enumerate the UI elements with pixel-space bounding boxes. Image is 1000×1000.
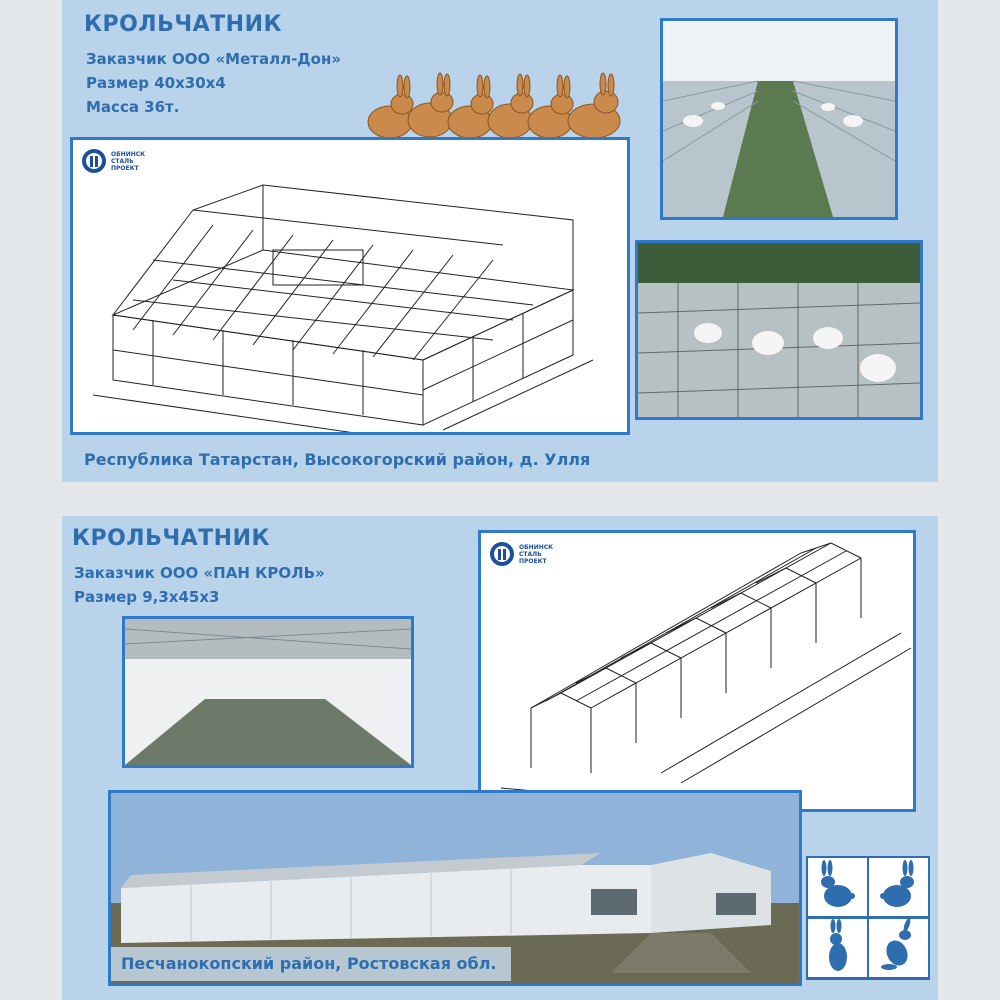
project-1-title: КРОЛЬЧАТНИК [84,12,282,37]
project-2-location: Песчанокопский район, Ростовская обл. [121,954,497,973]
rabbit-standing-icon [808,919,867,977]
frame-drawing-1 [70,137,630,435]
photo-cages-corridor [660,18,898,220]
project-1-mass: Масса 36т. [86,98,180,116]
project-2-size: Размер 9,3х45х3 [74,588,220,606]
rabbit-hopping-icon [869,919,928,977]
frame-drawing-2-svg [481,533,913,809]
frame-drawing-1-svg [73,140,627,432]
company-logo [81,148,145,174]
rabbit-sitting-icon [808,858,867,916]
logo-line-2: СТАЛЬ [111,157,134,165]
photo-interior [122,616,414,768]
project-panel-1 [62,0,938,482]
project-1-size: Размер 40х30х4 [86,74,226,92]
rabbit-icons-grid [806,856,930,980]
project-2-customer: Заказчик ООО «ПАН КРОЛЬ» [74,564,325,582]
logo-2-line-2: СТАЛЬ [519,550,542,558]
logo-line-1: ОБНИНСК [111,150,146,158]
company-logo-2 [489,541,553,567]
rabbit-sitting-right-icon [869,858,928,916]
project-1-location: Республика Татарстан, Высокогорский район, д. Улля [84,450,591,469]
project-1-customer: Заказчик ООО «Металл-Дон» [86,50,342,68]
project-2-title: КРОЛЬЧАТНИК [72,526,270,551]
rabbits-photo [362,72,632,142]
photo-exterior [108,790,802,986]
logo-2-line-1: ОБНИНСК [519,543,554,551]
frame-drawing-2 [478,530,916,812]
project-panel-2 [62,516,938,1000]
project-2-location-box [111,947,511,981]
logo-icon-2 [489,541,515,567]
logo-2-line-3: ПРОЕКТ [519,557,547,565]
logo-line-3: ПРОЕКТ [111,164,139,172]
logo-icon [81,148,107,174]
photo-rabbits-cages [635,240,923,420]
